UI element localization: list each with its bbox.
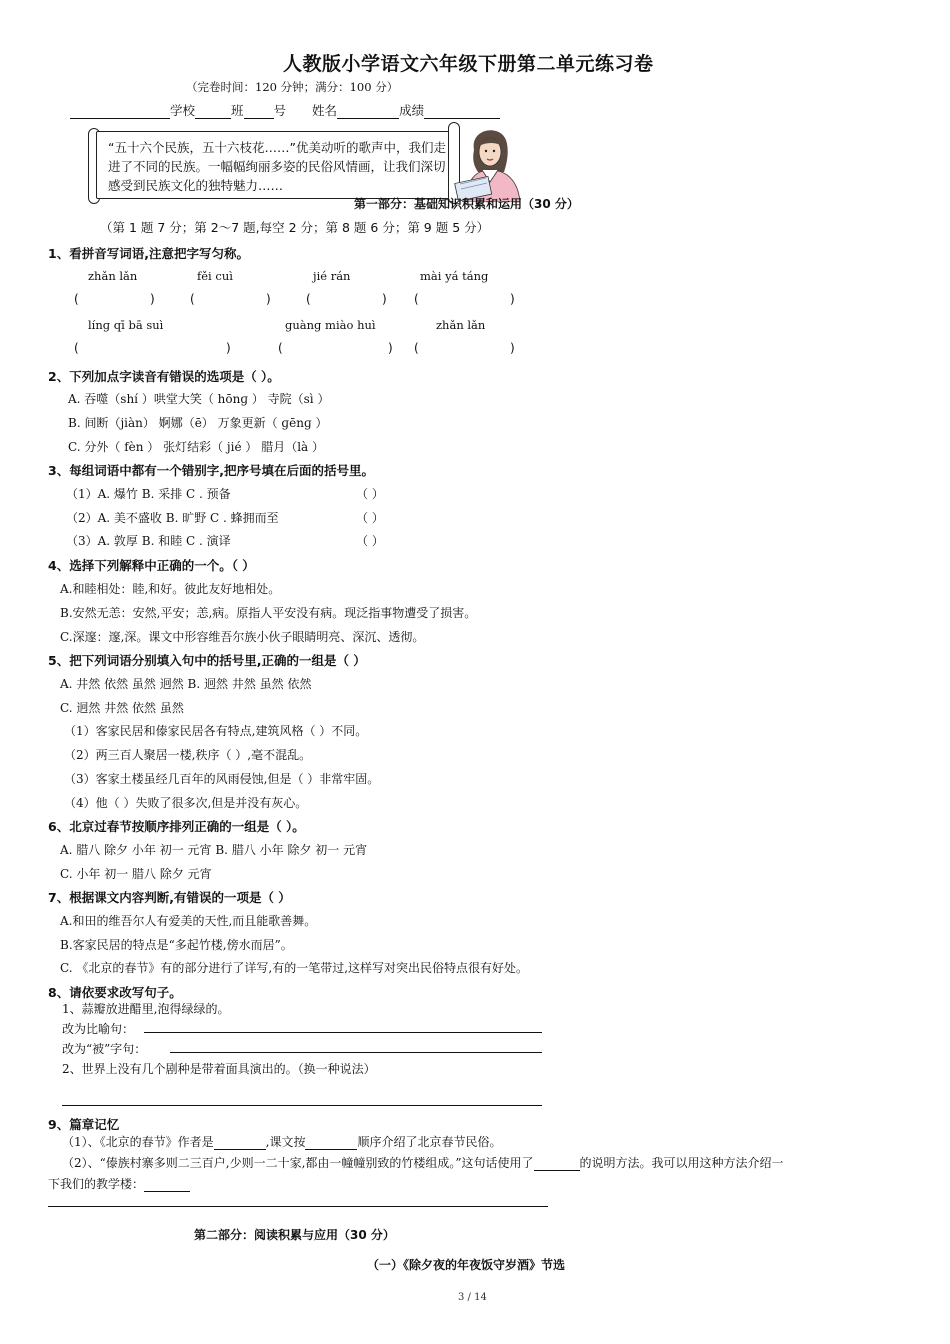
- q6-option-c[interactable]: C. 小年 初一 腊八 除夕 元宵: [60, 867, 212, 881]
- school-blank[interactable]: [70, 105, 170, 119]
- page-number: 3 / 14: [458, 1292, 487, 1303]
- q3-item-2: （2）A. 美不盛收 B. 旷野 C . 蜂拥而至: [66, 511, 279, 525]
- part2-title: 第二部分：阅读积累与应用（30 分）: [194, 1228, 395, 1242]
- q4-option-a[interactable]: A.和睦相处：睦,和好。彼此友好地相处。: [60, 582, 281, 596]
- q1-answer-6-close: ): [388, 341, 393, 355]
- school-label: 学校: [170, 103, 196, 118]
- q1-answer-7-close: ): [510, 341, 515, 355]
- name-blank[interactable]: [337, 105, 399, 119]
- q1-pinyin-2: fěi cuì: [197, 269, 233, 283]
- q8-item-2: 2、世界上没有几个剧种是带着面具演出的。（换一种说法）: [62, 1062, 376, 1076]
- q5-sentence-1: （1）客家民居和傣家民居各有特点,建筑风格（ ）不同。: [64, 724, 368, 738]
- q1-pinyin-4: mài yá táng: [420, 269, 489, 283]
- q1-answer-2-close: ): [266, 292, 271, 306]
- intro-text: “五十六个民族，五十六枝花……”优美动听的歌声中，我们走进了不同的民族。一幅幅绚丽多姿的民俗风情画，让我们深切感受到民族文化的独特魅力……: [108, 140, 446, 193]
- page-title: 人教版小学语文六年级下册第二单元练习卷: [283, 53, 654, 75]
- q8-metaphor-label: 改为比喻句：: [62, 1022, 135, 1036]
- q5-sentence-2: （2）两三百人聚居一楼,秩序（ ）,毫不混乱。: [64, 748, 312, 762]
- class-blank[interactable]: [195, 105, 231, 119]
- q8-title: 8、请依要求改写句子。: [48, 985, 182, 1000]
- q9-building-blank[interactable]: [144, 1178, 190, 1192]
- q9-author-blank[interactable]: [214, 1136, 266, 1150]
- q1-pinyin-1: zhǎn lǎn: [88, 269, 138, 283]
- q1-title: 1、看拼音写词语,注意把字写匀称。: [48, 246, 249, 261]
- q5-sentence-4: （4）他（ ）失败了很多次,但是并没有灰心。: [64, 796, 308, 810]
- part1-scoring: （第 1 题 7 分；第 2～7 题,每空 2 分；第 8 题 6 分；第 9 题 5 分）: [100, 220, 490, 235]
- q9-item-2-part-a: （2）、“傣族村寨多则二三百户,少则一二十家,都由一幢幢别致的竹楼组成。”这句话使用了: [62, 1156, 534, 1170]
- q9-title: 9、篇章记忆: [48, 1117, 120, 1132]
- q6-options-ab[interactable]: A. 腊八 除夕 小年 初一 元宵 B. 腊八 小年 除夕 初一 元宵: [60, 843, 368, 857]
- q1-pinyin-6: ɡuànɡ miào huì: [285, 318, 376, 332]
- student-info-row: [70, 101, 500, 119]
- q1-pinyin-7: zhǎn lǎn: [436, 318, 486, 332]
- q9-item-1: [62, 1133, 501, 1150]
- q8-item-2-answer-line[interactable]: [62, 1105, 542, 1106]
- q4-option-b[interactable]: B.安然无恙：安然,平安；恙,病。原指人平安没有病。现泛指事物遭受了损害。: [60, 606, 477, 620]
- q3-answer-1[interactable]: （ ）: [356, 487, 384, 501]
- q6-title: 6、北京过春节按顺序排列正确的一组是（ ）。: [48, 819, 305, 834]
- part2-subtitle: （一）《除夕夜的年夜饭守岁酒》节选: [367, 1258, 566, 1272]
- q3-item-3: （3）A. 敦厚 B. 和睦 C . 演译: [66, 534, 231, 548]
- q9-item-1-part-b: ,课文按: [265, 1135, 306, 1149]
- number-blank[interactable]: [244, 105, 274, 119]
- q8-item-1: 1、蒜瓣放进醋里,泡得绿绿的。: [62, 1002, 230, 1016]
- q2-option-c[interactable]: C. 分外（ fèn ） 张灯结彩（ jié ） 腊月（là ）: [68, 440, 325, 454]
- q3-answer-2[interactable]: （ ）: [356, 511, 384, 525]
- q5-title: 5、把下列词语分别填入句中的括号里,正确的一组是（ ）: [48, 653, 366, 668]
- score-blank[interactable]: [424, 105, 500, 119]
- q7-option-c[interactable]: C. 《北京的春节》有的部分进行了详写,有的一笔带过,这样写对突出民俗特点很有好处。: [60, 961, 529, 975]
- q5-options-ab[interactable]: A. 井然 依然 虽然 迥然 B. 迥然 井然 虽然 依然: [60, 677, 312, 691]
- q1-answer-6-open[interactable]: (: [278, 341, 283, 355]
- q9-item-2-part-c: 下我们的教学楼：: [48, 1177, 145, 1191]
- q7-option-a[interactable]: A.和田的维吾尔人有爱美的天性,而且能歌善舞。: [60, 914, 317, 928]
- q9-item-2-cont: [48, 1175, 190, 1192]
- q3-answer-3[interactable]: （ ）: [356, 534, 384, 548]
- q9-item-1-part-a: （1）、《北京的春节》作者是: [62, 1135, 214, 1149]
- class-label: 班: [231, 103, 244, 118]
- q1-answer-4-open[interactable]: (: [414, 292, 419, 306]
- q9-answer-line[interactable]: [48, 1206, 548, 1207]
- number-label: 号: [273, 103, 287, 118]
- q1-pinyin-5: línɡ qī bā suì: [88, 318, 164, 332]
- q2-option-b[interactable]: B. 间断（jiàn） 婀娜（ē） 万象更新（ ɡēnɡ ）: [68, 416, 328, 430]
- q1-answer-7-open[interactable]: (: [414, 341, 419, 355]
- q4-title: 4、选择下列解释中正确的一个。（ ）: [48, 558, 255, 573]
- q2-option-a[interactable]: A. 吞噬（shí ）哄堂大笑（ hōnɡ ） 寺院（sì ）: [68, 392, 330, 406]
- part1-title: 第一部分：基础知识积累和运用（30 分）: [354, 197, 579, 211]
- score-label: 成绩: [399, 103, 425, 118]
- q9-order-blank[interactable]: [305, 1136, 357, 1150]
- q8-metaphor-answer-line[interactable]: [144, 1032, 542, 1033]
- q1-answer-5-close: ): [226, 341, 231, 355]
- q1-answer-3-close: ): [382, 292, 387, 306]
- q9-item-2: [62, 1154, 784, 1171]
- q1-answer-1-open[interactable]: (: [74, 292, 79, 306]
- q8-passive-answer-line[interactable]: [170, 1052, 542, 1053]
- q1-answer-5-open[interactable]: (: [74, 341, 79, 355]
- q5-sentence-3: （3）客家土楼虽经几百年的风雨侵蚀,但是（ ）非常牢固。: [64, 772, 380, 786]
- q9-method-blank[interactable]: [534, 1157, 580, 1171]
- q7-option-b[interactable]: B.客家民居的特点是“多起竹楼,傍水而居”。: [60, 938, 293, 952]
- q1-answer-2-open[interactable]: (: [190, 292, 195, 306]
- q1-answer-3-open[interactable]: (: [306, 292, 311, 306]
- teacher-illustration: [452, 122, 534, 202]
- name-label: 姓名: [312, 103, 338, 118]
- exam-info: （完卷时间：120 分钟；满分：100 分）: [186, 80, 399, 94]
- q9-item-1-part-c: 顺序介绍了北京春节民俗。: [357, 1135, 502, 1149]
- q1-pinyin-3: jié rán: [313, 269, 351, 283]
- q1-answer-4-close: ): [510, 292, 515, 306]
- q8-passive-label: 改为“被”字句：: [62, 1042, 147, 1056]
- q5-option-c[interactable]: C. 迥然 井然 依然 虽然: [60, 701, 184, 715]
- q4-option-c[interactable]: C.深邃：邃,深。课文中形容维吾尔族小伙子眼睛明亮、深沉、透彻。: [60, 630, 425, 644]
- q3-title: 3、每组词语中都有一个错别字,把序号填在后面的括号里。: [48, 463, 374, 478]
- q2-title: 2、下列加点字读音有错误的选项是（ ）。: [48, 369, 280, 384]
- q7-title: 7、根据课文内容判断,有错误的一项是（ ）: [48, 890, 291, 905]
- q9-item-2-part-b: 的说明方法。我可以用这种方法介绍一: [579, 1156, 784, 1170]
- q1-answer-1-close: ): [150, 292, 155, 306]
- q3-item-1: （1）A. 爆竹 B. 采排 C . 预备: [66, 487, 231, 501]
